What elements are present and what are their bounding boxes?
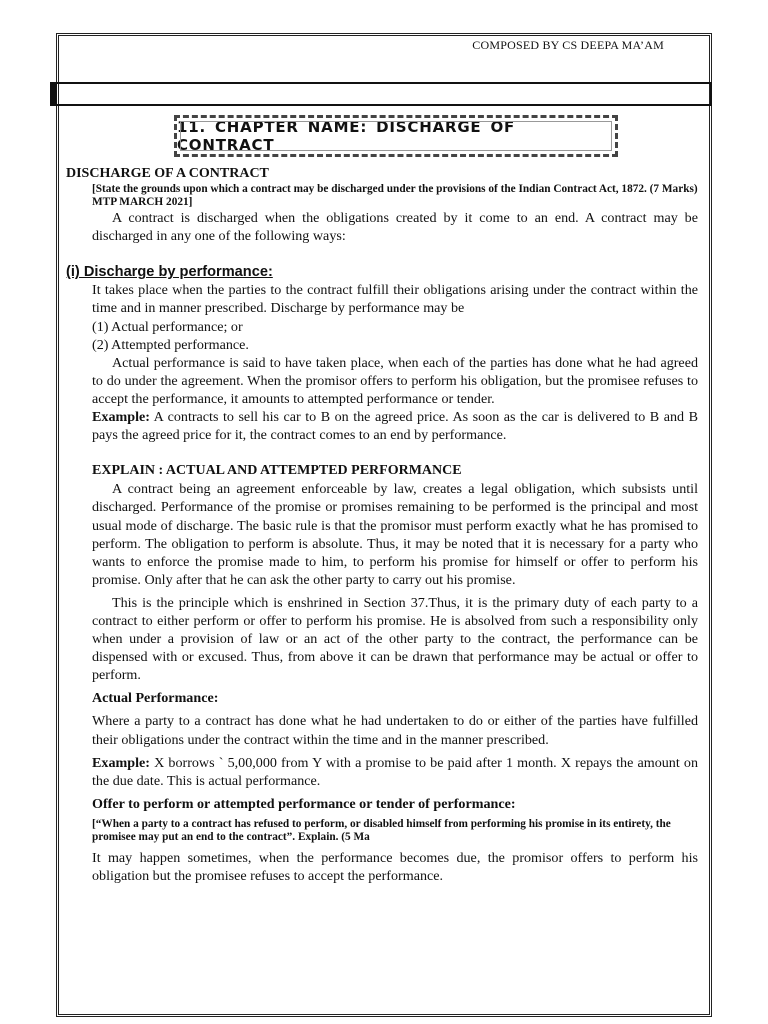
performance-example	[66, 408, 698, 444]
example-label: Example:	[92, 409, 150, 426]
heading-actual-performance: Actual Performance:	[92, 690, 219, 707]
explain-paragraph-2: This is the principle which is enshrined in Section 37.Thus, it is the primary duty of each party to a contract to either perform or offer to perform his promise. He is absolved from such a responsibility only when under a provision of law or an act of the other party to the contract, the performance can be dispensed with or excused. Thus, from above it can be drawn that performance may be actual or offer to perform.	[92, 594, 698, 684]
explain-paragraph-1: A contract being an agreement enforceable by law, creates a legal obligation, which subsists until discharged. Performance of the promise or promises remaining to be performed is the principal and most usual mode of discharge. The basic rule is that the promisor must perform exactly what he has promised to perform. The obligation to perform is absolute. Thus, it may be noted that it is necessary for a party who wants to enforce the promise made to him, to perform his promise for himself or offer to perform his promise. Only after that he can ask the other party to carry out his promise.	[92, 481, 698, 588]
intro-paragraph: A contract is discharged when the obligations created by it come to an end. A contract may be discharged in any one of the following ways:	[92, 210, 698, 245]
chapter-title: 11. CHAPTER NAME: DISCHARGE OF CONTRACT	[177, 118, 516, 154]
header-bar	[50, 82, 712, 106]
exam-question-1: [State the grounds upon which a contract may be discharged under the provisions of the Indian Contract Act, 1872. (7 Marks) MTP MARCH 2021]	[92, 183, 698, 209]
performance-list-item-1: (1) Actual performance; or	[92, 318, 243, 335]
example-text: A contracts to sell his car to B on the agreed price. As soon as the car is delivered to B and B pays the agreed price for it, the contract comes to an end by performance.	[92, 409, 698, 444]
heading-discharge-by-performance: (i) Discharge by performance:	[66, 264, 273, 281]
section-heading-discharge: DISCHARGE OF A CONTRACT	[66, 166, 269, 181]
performance-paragraph-2: Actual performance is said to have taken place, when each of the parties has done what he had agreed to do under the agreement. When the promisor offers to perform his obligation, but the promisee refuses to accept the performance, it amounts to attempted performance or tender.	[92, 354, 698, 407]
attempted-paragraph: It may happen sometimes, when the performance becomes due, the promisor offers to perform his obligation but the promisee refuses to accept the performance.	[92, 849, 698, 884]
actual-paragraph: Where a party to a contract has done what he had undertaken to do or either of the parties have fulfilled their obligations under the contract within the time and in the manner prescribed.	[92, 713, 698, 748]
performance-paragraph-1: It takes place when the parties to the contract fulfill their obligations arising under the contract within the time and in manner prescribed. Discharge by performance may be	[92, 282, 698, 317]
example-label: Example:	[92, 754, 150, 771]
heading-explain: EXPLAIN : ACTUAL AND ATTEMPTED PERFORMANCE	[92, 463, 462, 479]
performance-list-item-2: (2) Attempted performance.	[92, 336, 249, 353]
chapter-title-box	[174, 115, 618, 157]
exam-question-2: [“When a party to a contract has refused to perform, or disabled himself from performing his promise in its entirety, the promisee may put an end to the contract”. Explain. (5 Ma	[92, 817, 671, 843]
heading-attempted-performance: Offer to perform or attempted performance or tender of performance:	[92, 795, 516, 812]
example-text: X borrows ` 5,00,000 from Y with a promise to be paid after 1 month. X repays the amount on the due date. This is actual performance.	[92, 754, 698, 789]
actual-example	[66, 754, 698, 790]
composed-by-label: COMPOSED BY CS DEEPA MA’AM	[472, 38, 664, 52]
document-body	[66, 165, 698, 885]
